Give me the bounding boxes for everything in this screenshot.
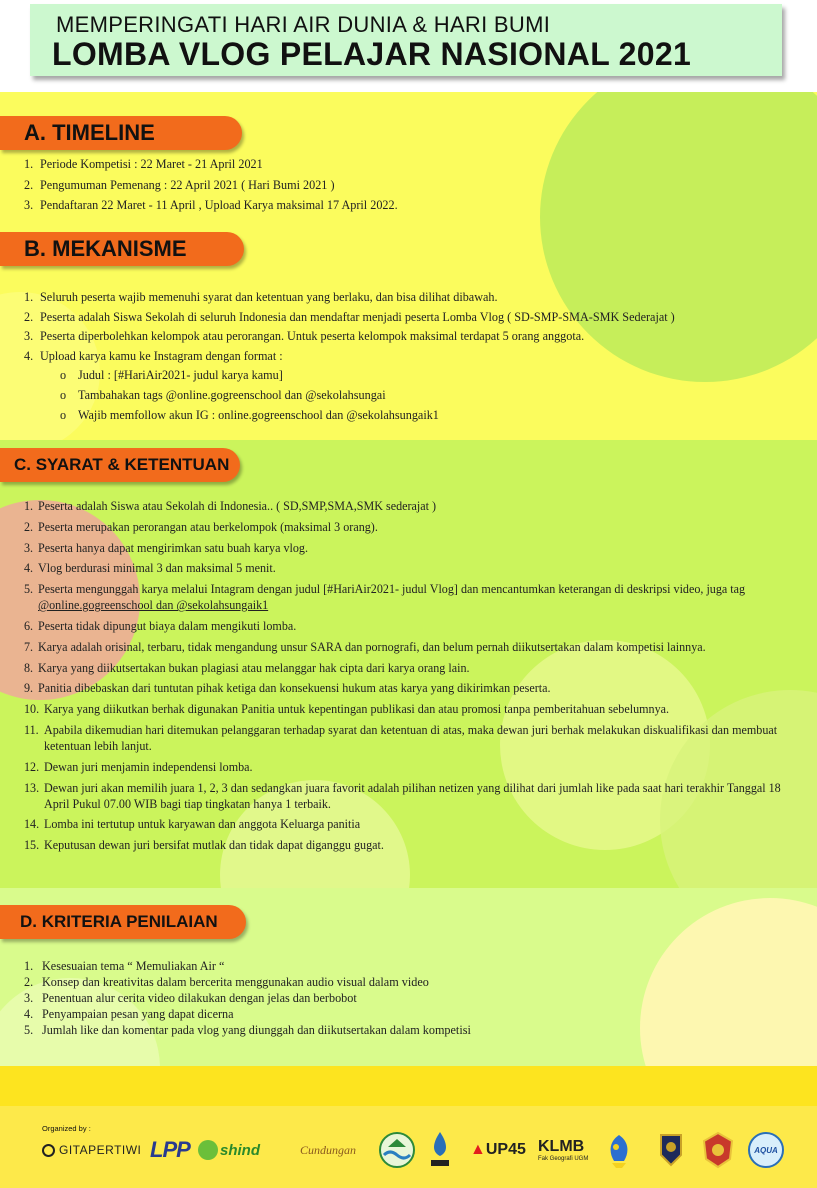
timeline-list: [24, 154, 398, 216]
shind-logo: shind: [198, 1130, 260, 1170]
province-crest-logo: [702, 1130, 734, 1170]
syarat-list: [24, 498, 804, 858]
list-item: 5. Jumlah like dan komentar pada vlog yang diunggah dan diikutsertakan dalam kompetisi: [24, 1023, 471, 1037]
aqua-logo: AQUA: [748, 1132, 784, 1168]
sekolah-sungai-logo: [378, 1130, 416, 1170]
cundungan-logo: Cundungan: [300, 1142, 357, 1157]
list-item: 3. Peserta hanya dapat mengirimkan satu buah karya vlog.: [24, 540, 309, 555]
section-heading-mekanisme: B. MEKANISME: [0, 232, 244, 266]
list-item: 3. Peserta diperbolehkan kelompok atau perorangan. Untuk peserta kelompok maksimal terdapat 5 orang anggota.: [24, 329, 585, 344]
list-item: 12. Dewan juri menjamin independensi lomba.: [24, 759, 253, 774]
list-item: 1. Peserta adalah Siswa atau Sekolah di Indonesia.. ( SD,SMP,SMA,SMK sederajat ): [24, 499, 437, 513]
sub-list-item: o Wajib memfollow akun IG : online.gogreenschool dan @sekolahsungaik1: [60, 407, 439, 422]
mekanisme-list: [24, 288, 675, 425]
tag-accounts-link: @online.gogreenschool dan @sekolahsungaik1: [38, 598, 269, 613]
list-item: 9. Panitia dibebaskan dari tuntutan pihak ketiga dan konsekuensi hukum atas karya yang dikirimkan peserta.: [24, 681, 551, 696]
list-item: 14. Lomba ini tertutup untuk karyawan dan anggota Keluarga panitia: [24, 817, 361, 832]
up-arrow-icon: ▲: [470, 1141, 486, 1158]
section-heading-syarat: C. SYARAT & KETENTUAN: [0, 448, 240, 482]
shind-icon: [198, 1140, 218, 1160]
upload-format-list: [60, 366, 675, 425]
list-item: 3. Pendaftaran 22 Maret - 11 April , Upload Karya maksimal 17 April 2022.: [24, 198, 398, 213]
list-item: 2. Peserta adalah Siswa Sekolah di seluruh Indonesia dan mendaftar menjadi peserta Lomba Vlog ( SD-SMP-SMA-SMK Sederajat ): [24, 309, 675, 324]
shield-crest-icon: [660, 1133, 682, 1167]
section-heading-timeline: A. TIMELINE: [0, 116, 242, 150]
list-item: 5. Peserta mengunggah karya melalui Intagram dengan judul [#HariAir2021- judul Vlog] dan mencantumkan keterangan di deskripsi video, juga tag @online.gogreenschool dan @sekolahsungaik1: [24, 582, 746, 613]
list-item: 1. Seluruh peserta wajib memenuhi syarat dan ketentuan yang berlaku, dan bisa dilihat dibawah.: [24, 290, 498, 304]
sub-list-item: o Judul : [#HariAir2021- judul karya kamu]: [60, 368, 283, 383]
list-item: 6. Peserta tidak dipungut biaya dalam mengikuti lomba.: [24, 618, 297, 633]
klmb-logo: KLMB Fak Geografi UGM: [538, 1138, 589, 1162]
decor-circle: [640, 898, 817, 1066]
gitapertiwi-icon: [42, 1144, 55, 1157]
header-subtitle: MEMPERINGATI HARI AIR DUNIA & HARI BUMI: [56, 12, 551, 37]
water-drop-icon: [428, 1130, 452, 1170]
list-item: 1. Kesesuaian tema “ Memuliakan Air “: [24, 959, 225, 973]
lppm-logo: LPP: [150, 1137, 190, 1162]
list-item: 15. Keputusan dewan juri bersifat mutlak dan tidak dapat diganggu gugat.: [24, 838, 384, 853]
page-title: LOMBA VLOG PELAJAR NASIONAL 2021: [52, 36, 692, 72]
list-item: 11. Apabila dikemudian hari ditemukan pelanggaran terhadap syarat dan ketentuan di atas, maka dewan juri berhak melakukan diskualifikasi dan membuat ketentuan lebih lanjut.: [24, 722, 778, 753]
footer-band: [0, 1066, 817, 1106]
list-item: 2. Konsep dan kreativitas dalam bercerita menggunakan audio visual dalam video: [24, 975, 429, 989]
regional-crest-logo: [660, 1130, 682, 1170]
up45-logo: ▲ UP45: [470, 1141, 526, 1158]
province-crest-icon: [702, 1131, 734, 1169]
mascot-logo: [604, 1130, 634, 1170]
gitapertiwi-logo: GITAPERTIWI: [42, 1130, 141, 1170]
section-heading-kriteria: D. KRITERIA PENILAIAN: [0, 905, 246, 939]
list-item: 13. Dewan juri akan memilih juara 1, 2, 3 dan sedangkan juara favorit adalah pilihan netizen yang dilihat dari jumlah like pada saat hari terakhir Tanggal 18 April Pukul 07.00 WIB bagi tiap tingkatan hanya 1 terbaik.: [24, 780, 781, 811]
list-item: 1. Periode Kompetisi : 22 Maret - 21 April 2021: [24, 157, 263, 171]
list-item: 3. Penentuan alur cerita video dilakukan dengan jelas dan berbobot: [24, 991, 357, 1005]
kriteria-list: [24, 958, 471, 1038]
list-item: 4. Penyampaian pesan yang dapat dicerna: [24, 1007, 234, 1021]
list-item: 10. Karya yang diikutkan berhak digunakan Panitia untuk kepentingan publikasi dan atau promosi tanpa pemberitahuan sebelumnya.: [24, 702, 670, 717]
organized-by-label: Organized by :: [42, 1124, 91, 1133]
list-item: 7. Karya adalah orisinal, terbaru, tidak mengandung unsur SARA dan pornografi, dan belum pernah diikutsertakan dalam kompetisi lainnya.: [24, 639, 706, 654]
list-item: 2. Pengumuman Pemenang : 22 April 2021 ( Hari Bumi 2021 ): [24, 177, 335, 192]
pusur-logo: [428, 1130, 452, 1170]
list-item: 8. Karya yang diikutsertakan bukan plagiasi atau melanggar hak cipta dari karya orang lain.: [24, 660, 470, 675]
river-school-icon: [378, 1131, 416, 1169]
sub-list-item: o Tambahakan tags @online.gogreenschool dan @sekolahsungai: [60, 387, 386, 402]
list-item: 2. Peserta merupakan perorangan atau berkelompok (maksimal 3 orang).: [24, 519, 378, 534]
mascot-icon: [604, 1131, 634, 1169]
list-item: 4. Upload karya kamu ke Instagram dengan format : o Judul : [#HariAir2021- judul karya kamu] o Tambahakan tags @online.gogreenschool dan @sekolahsungai o Wajib memfollow akun IG : online.gogreenschool dan @sekolahsungaik1: [24, 347, 675, 425]
list-item: 4. Vlog berdurasi minimal 3 dan maksimal 5 menit.: [24, 561, 276, 576]
